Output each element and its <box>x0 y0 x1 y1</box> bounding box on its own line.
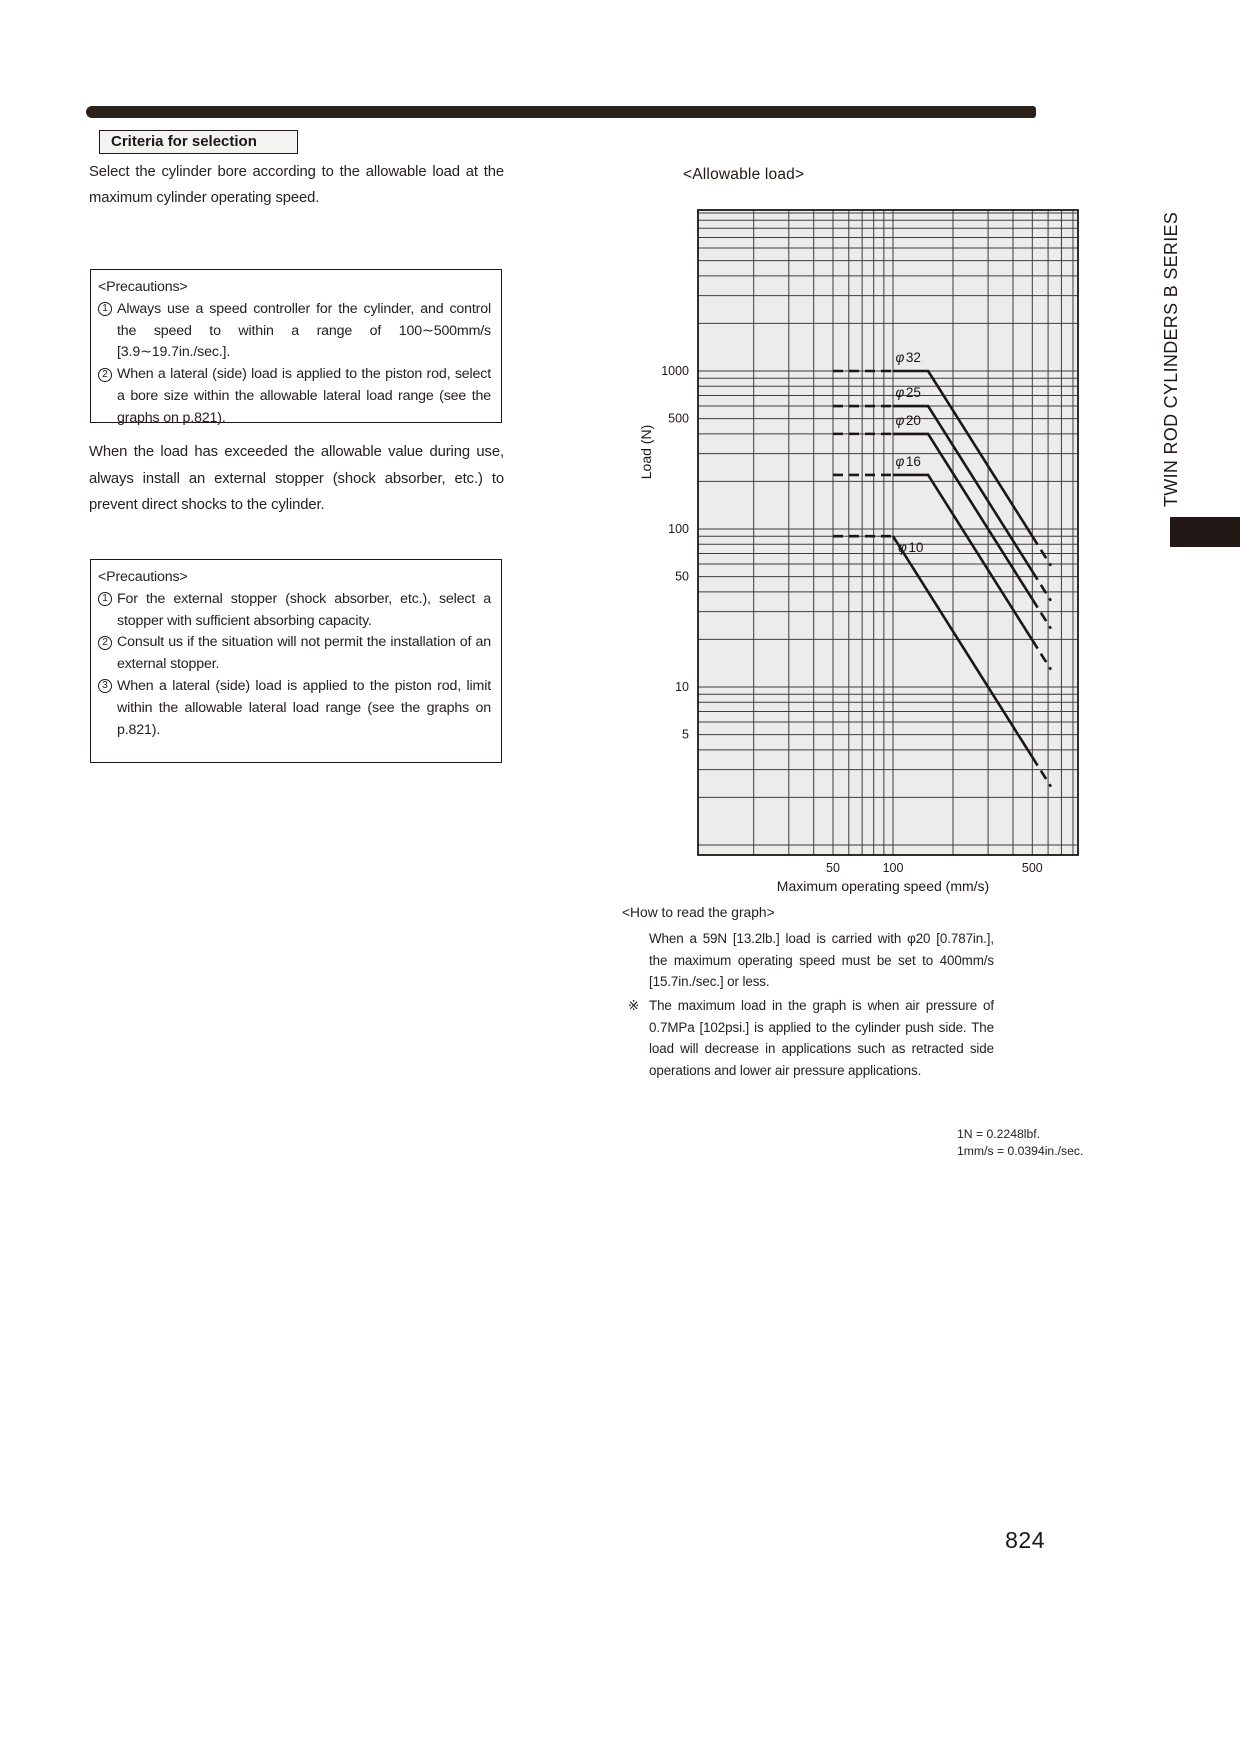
conversion-line: 1N = 0.2248lbf. <box>957 1127 1041 1141</box>
precaution-text: For the external stopper (shock absorber, etc.), select a stopper with sufficient absorbing capacity. <box>117 590 491 629</box>
note-text: The maximum load in the graph is when air pressure of 0.7MPa [102psi.] is applied to the cylinder push side. The load will decrease in applications such as retracted side operations and lower air pressure applications. <box>649 998 994 1078</box>
precaution-text: When a lateral (side) load is applied to the piston rod, limit within the allowable lateral load range (see the graphs on p.821). <box>117 677 491 738</box>
chart-title: <Allowable load> <box>683 166 805 183</box>
item-number-badge: 1 <box>98 302 112 316</box>
page-number: 824 <box>1005 1527 1045 1553</box>
unit-conversion-notes <box>957 1126 1083 1160</box>
svg-text:50: 50 <box>826 861 840 875</box>
y-axis-label: Load (N) <box>638 424 654 480</box>
intro-paragraph: Select the cylinder bore according to the allowable load at the maximum cylinder operating speed. <box>89 164 504 206</box>
svg-text:100: 100 <box>668 522 689 536</box>
precaution-item <box>97 299 491 364</box>
section-divider-bar <box>86 106 1036 118</box>
svg-text:1000: 1000 <box>661 364 689 378</box>
item-number-badge: 2 <box>98 368 112 382</box>
precaution-item <box>97 632 491 676</box>
svg-text:100: 100 <box>882 861 904 875</box>
item-number-badge: 3 <box>98 679 112 693</box>
svg-text:φ25: φ 25 <box>895 385 921 401</box>
svg-text:500: 500 <box>668 411 689 426</box>
item-number-badge: 1 <box>98 592 112 606</box>
svg-text:φ32: φ 32 <box>895 350 921 365</box>
stopper-note-paragraph: When the load has exceeded the allowable value during use, always install an external stopper (shock absorber, etc.) to prevent direct shocks to the cylinder. <box>89 444 504 513</box>
allowable-load-chart <box>556 150 1100 910</box>
x-axis-label: Maximum operating speed (mm/s) <box>776 878 990 894</box>
how-to-read-note <box>628 995 994 1081</box>
precautions-heading: <Precautions> <box>98 279 188 295</box>
reference-mark: ※ <box>628 998 640 1013</box>
svg-text:50: 50 <box>675 569 689 584</box>
svg-text:φ10: φ 10 <box>898 540 924 556</box>
precaution-item <box>97 589 491 633</box>
precautions-box-1 <box>90 269 502 426</box>
how-to-read-example: When a 59N [13.2lb.] load is carried with φ20 [0.787in.], the maximum operating speed must be set to 400mm/s [15.7in./sec.] or less. <box>649 931 994 990</box>
svg-text:10: 10 <box>675 680 689 694</box>
svg-text:5: 5 <box>682 727 689 742</box>
item-number-badge: 2 <box>98 636 112 650</box>
conversion-line: 1mm/s = 0.0394in./sec. <box>957 1144 1084 1158</box>
section-title: Criteria for selection <box>111 133 257 150</box>
svg-text:500: 500 <box>1021 861 1043 875</box>
precaution-text: Always use a speed controller for the cylinder, and control the speed to within a range of 100∼500mm/s [3.9∼19.7in./sec.]. <box>117 300 491 361</box>
precaution-text: Consult us if the situation will not permit the installation of an external stopper. <box>117 634 491 673</box>
precautions-box-2 <box>90 559 502 763</box>
svg-text:φ16: φ 16 <box>895 453 921 469</box>
page-index-tab <box>1170 517 1240 547</box>
series-side-label: TWIN ROD CYLINDERS B SERIES <box>1161 211 1181 507</box>
section-title-box <box>99 130 298 154</box>
precautions-heading: <Precautions> <box>98 569 188 585</box>
how-to-read-heading: <How to read the graph> <box>622 905 775 920</box>
precaution-text: When a lateral (side) load is applied to the piston rod, select a bore size within the allowable lateral load range (see the graphs on p.821). <box>117 366 491 426</box>
precaution-item <box>97 364 491 429</box>
precaution-item <box>97 676 491 741</box>
svg-text:φ20: φ 20 <box>895 412 921 428</box>
